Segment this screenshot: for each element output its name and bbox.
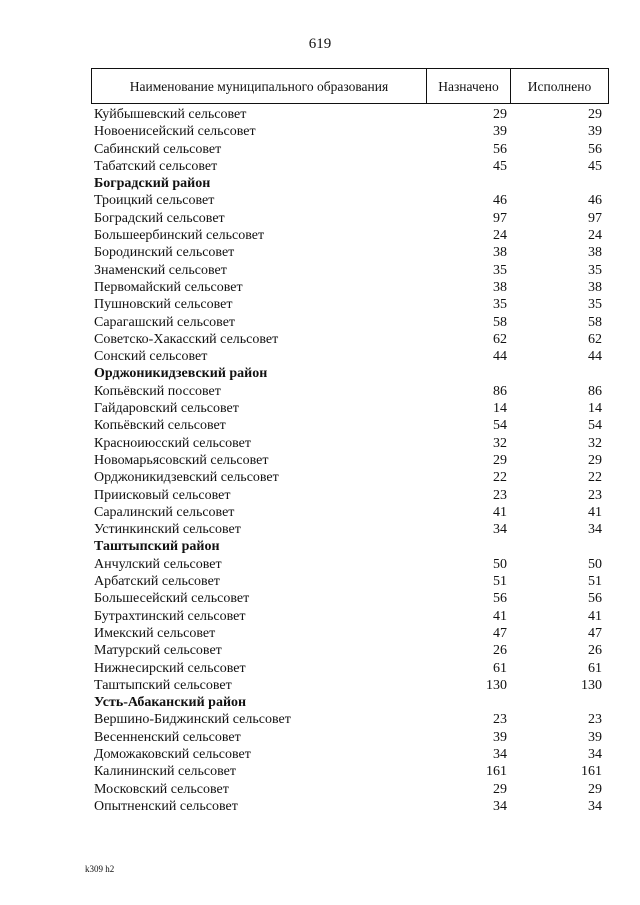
municipality-name: Первомайский сельсовет xyxy=(94,279,243,295)
table-row xyxy=(91,227,609,244)
assigned-value: 47 xyxy=(493,625,507,641)
table-row xyxy=(91,642,609,659)
executed-value: 56 xyxy=(588,591,602,607)
executed-value: 23 xyxy=(588,487,602,503)
municipality-name: Куйбышевский сельсовет xyxy=(94,107,247,122)
municipality-name: Бородинский сельсовет xyxy=(94,245,235,261)
municipality-name: Троицкий сельсовет xyxy=(94,193,215,209)
assigned-value: 39 xyxy=(493,124,507,140)
table-row xyxy=(91,660,609,677)
executed-value: 130 xyxy=(581,677,602,693)
assigned-value: 41 xyxy=(493,504,507,520)
municipality-name: Сабинский сельсовет xyxy=(94,141,222,157)
assigned-value: 34 xyxy=(493,522,507,538)
assigned-value: 46 xyxy=(493,193,507,209)
municipality-name: Калининский сельсовет xyxy=(94,764,236,780)
assigned-value: 38 xyxy=(493,245,507,261)
table-row xyxy=(91,296,609,313)
assigned-value: 51 xyxy=(493,574,507,590)
municipality-name: Анчулский сельсовет xyxy=(94,556,222,572)
executed-value: 38 xyxy=(588,279,602,295)
executed-value: 58 xyxy=(588,314,602,330)
header-assigned: Назначено xyxy=(427,69,511,103)
executed-value: 45 xyxy=(588,158,602,174)
table-row xyxy=(91,711,609,728)
municipality-name: Бутрахтинский сельсовет xyxy=(94,608,246,624)
executed-value: 29 xyxy=(588,452,602,468)
municipality-name: Знаменский сельсовет xyxy=(94,262,227,278)
executed-value: 46 xyxy=(588,193,602,209)
table-row xyxy=(91,487,609,504)
page-number: 619 xyxy=(308,36,332,52)
executed-value: 50 xyxy=(588,556,602,572)
table-row xyxy=(91,469,609,486)
table-row xyxy=(91,331,609,348)
executed-value: 41 xyxy=(588,504,602,520)
municipality-name: Вершино-Биджинский сельсовет xyxy=(94,712,291,728)
table-row xyxy=(91,452,609,469)
municipality-name: Орджоникидзевский сельсовет xyxy=(94,470,279,486)
municipality-name: Новоенисейский сельсовет xyxy=(94,124,256,140)
executed-value: 56 xyxy=(588,141,602,157)
executed-value: 44 xyxy=(588,349,602,365)
table-row xyxy=(91,383,609,400)
table-row xyxy=(91,210,609,227)
table-row xyxy=(91,729,609,746)
table-body xyxy=(91,106,609,815)
assigned-value xyxy=(426,365,510,382)
municipality-name: Пушновский сельсовет xyxy=(94,297,233,313)
table-row xyxy=(91,435,609,452)
municipality-name: Матурский сельсовет xyxy=(94,643,222,659)
executed-value: 161 xyxy=(581,764,602,780)
district-heading-row xyxy=(91,175,609,192)
assigned-value: 23 xyxy=(493,487,507,503)
assigned-value: 56 xyxy=(493,141,507,157)
assigned-value: 35 xyxy=(493,262,507,278)
table-row xyxy=(91,763,609,780)
district-name: Таштыпский район xyxy=(94,539,220,555)
municipality-name: Сарагашский сельсовет xyxy=(94,314,236,330)
executed-value: 54 xyxy=(588,418,602,434)
table-row xyxy=(91,590,609,607)
assigned-value: 29 xyxy=(493,107,507,122)
executed-value: 24 xyxy=(588,228,602,244)
assigned-value: 56 xyxy=(493,591,507,607)
municipality-name: Боградский сельсовет xyxy=(94,210,225,226)
table-row xyxy=(91,417,609,434)
municipality-name: Арбатский сельсовет xyxy=(94,574,220,590)
executed-value: 39 xyxy=(588,729,602,745)
assigned-value: 34 xyxy=(493,746,507,762)
executed-value: 22 xyxy=(588,470,602,486)
district-name: Усть-Абаканский район xyxy=(94,695,247,711)
executed-value: 35 xyxy=(588,262,602,278)
municipality-name: Весенненский сельсовет xyxy=(94,729,241,745)
table-row xyxy=(91,556,609,573)
assigned-value: 29 xyxy=(493,781,507,797)
district-name: Боградский район xyxy=(94,176,211,192)
executed-value: 34 xyxy=(588,522,602,538)
executed-value xyxy=(510,538,609,555)
assigned-value: 44 xyxy=(493,349,507,365)
assigned-value: 58 xyxy=(493,314,507,330)
assigned-value xyxy=(426,538,510,555)
assigned-value: 24 xyxy=(493,228,507,244)
municipality-name: Сонский сельсовет xyxy=(94,349,208,365)
executed-value: 86 xyxy=(588,383,602,399)
municipality-name: Большеербинский сельсовет xyxy=(94,228,265,244)
executed-value: 38 xyxy=(588,245,602,261)
assigned-value: 29 xyxy=(493,452,507,468)
executed-value xyxy=(510,175,609,192)
executed-value: 35 xyxy=(588,297,602,313)
table-row xyxy=(91,573,609,590)
executed-value: 41 xyxy=(588,608,602,624)
executed-value: 97 xyxy=(588,210,602,226)
district-heading-row xyxy=(91,694,609,711)
assigned-value: 97 xyxy=(493,210,507,226)
table-header xyxy=(91,68,609,104)
assigned-value: 62 xyxy=(493,331,507,347)
footer-code: k309 h2 xyxy=(85,864,115,874)
table-row xyxy=(91,314,609,331)
assigned-value: 45 xyxy=(493,158,507,174)
table-row xyxy=(91,677,609,694)
table-row xyxy=(91,141,609,158)
executed-value: 62 xyxy=(588,331,602,347)
table-row xyxy=(91,158,609,175)
executed-value: 51 xyxy=(588,574,602,590)
assigned-value: 14 xyxy=(493,401,507,417)
table-row xyxy=(91,400,609,417)
executed-value: 34 xyxy=(588,746,602,762)
table-row xyxy=(91,781,609,798)
executed-value: 26 xyxy=(588,643,602,659)
table-row xyxy=(91,262,609,279)
municipality-name: Московский сельсовет xyxy=(94,781,229,797)
municipality-name: Советско-Хакасский сельсовет xyxy=(94,331,279,347)
assigned-value: 32 xyxy=(493,435,507,451)
executed-value: 34 xyxy=(588,798,602,814)
data-table xyxy=(91,68,609,815)
table-row xyxy=(91,608,609,625)
executed-value: 47 xyxy=(588,625,602,641)
municipality-name: Таштыпский сельсовет xyxy=(94,677,232,693)
executed-value: 29 xyxy=(588,781,602,797)
table-row xyxy=(91,798,609,815)
assigned-value: 38 xyxy=(493,279,507,295)
executed-value: 14 xyxy=(588,401,602,417)
municipality-name: Имекский сельсовет xyxy=(94,625,216,641)
municipality-name: Гайдаровский сельсовет xyxy=(94,401,239,417)
municipality-name: Доможаковский сельсовет xyxy=(94,746,251,762)
assigned-value: 41 xyxy=(493,608,507,624)
header-name: Наименование муниципального образования xyxy=(92,69,427,103)
assigned-value: 22 xyxy=(493,470,507,486)
table-row xyxy=(91,521,609,538)
executed-value: 61 xyxy=(588,660,602,676)
district-heading-row xyxy=(91,365,609,382)
assigned-value: 161 xyxy=(486,764,507,780)
district-heading-row xyxy=(91,538,609,555)
district-name: Орджоникидзевский район xyxy=(94,366,268,382)
assigned-value: 34 xyxy=(493,798,507,814)
executed-value: 23 xyxy=(588,712,602,728)
municipality-name: Красноиюсский сельсовет xyxy=(94,435,251,451)
municipality-name: Большесейский сельсовет xyxy=(94,591,250,607)
assigned-value: 86 xyxy=(493,383,507,399)
municipality-name: Опытненский сельсовет xyxy=(94,798,238,814)
municipality-name: Копьёвский поссовет xyxy=(94,383,221,399)
header-executed: Исполнено xyxy=(527,78,592,94)
executed-value: 32 xyxy=(588,435,602,451)
assigned-value: 35 xyxy=(493,297,507,313)
executed-value: 29 xyxy=(588,107,602,122)
assigned-value: 23 xyxy=(493,712,507,728)
municipality-name: Приисковый сельсовет xyxy=(94,487,231,503)
municipality-name: Новомарьясовский сельсовет xyxy=(94,452,269,468)
assigned-value: 50 xyxy=(493,556,507,572)
table-row xyxy=(91,279,609,296)
table-row xyxy=(91,348,609,365)
table-row xyxy=(91,746,609,763)
assigned-value: 130 xyxy=(486,677,507,693)
table-row xyxy=(91,192,609,209)
table-row xyxy=(91,625,609,642)
table-row xyxy=(91,123,609,140)
assigned-value xyxy=(426,694,510,711)
table-row xyxy=(91,244,609,261)
municipality-name: Копьёвский сельсовет xyxy=(94,418,226,434)
assigned-value: 61 xyxy=(493,660,507,676)
assigned-value: 39 xyxy=(493,729,507,745)
executed-value xyxy=(510,694,609,711)
municipality-name: Устинкинский сельсовет xyxy=(94,522,241,538)
executed-value: 39 xyxy=(588,124,602,140)
municipality-name: Нижнесирский сельсовет xyxy=(94,660,246,676)
municipality-name: Саралинский сельсовет xyxy=(94,504,235,520)
municipality-name: Табатский сельсовет xyxy=(94,158,218,174)
executed-value xyxy=(510,365,609,382)
assigned-value xyxy=(426,175,510,192)
table-row xyxy=(91,106,609,123)
assigned-value: 54 xyxy=(493,418,507,434)
table-row xyxy=(91,504,609,521)
assigned-value: 26 xyxy=(493,643,507,659)
